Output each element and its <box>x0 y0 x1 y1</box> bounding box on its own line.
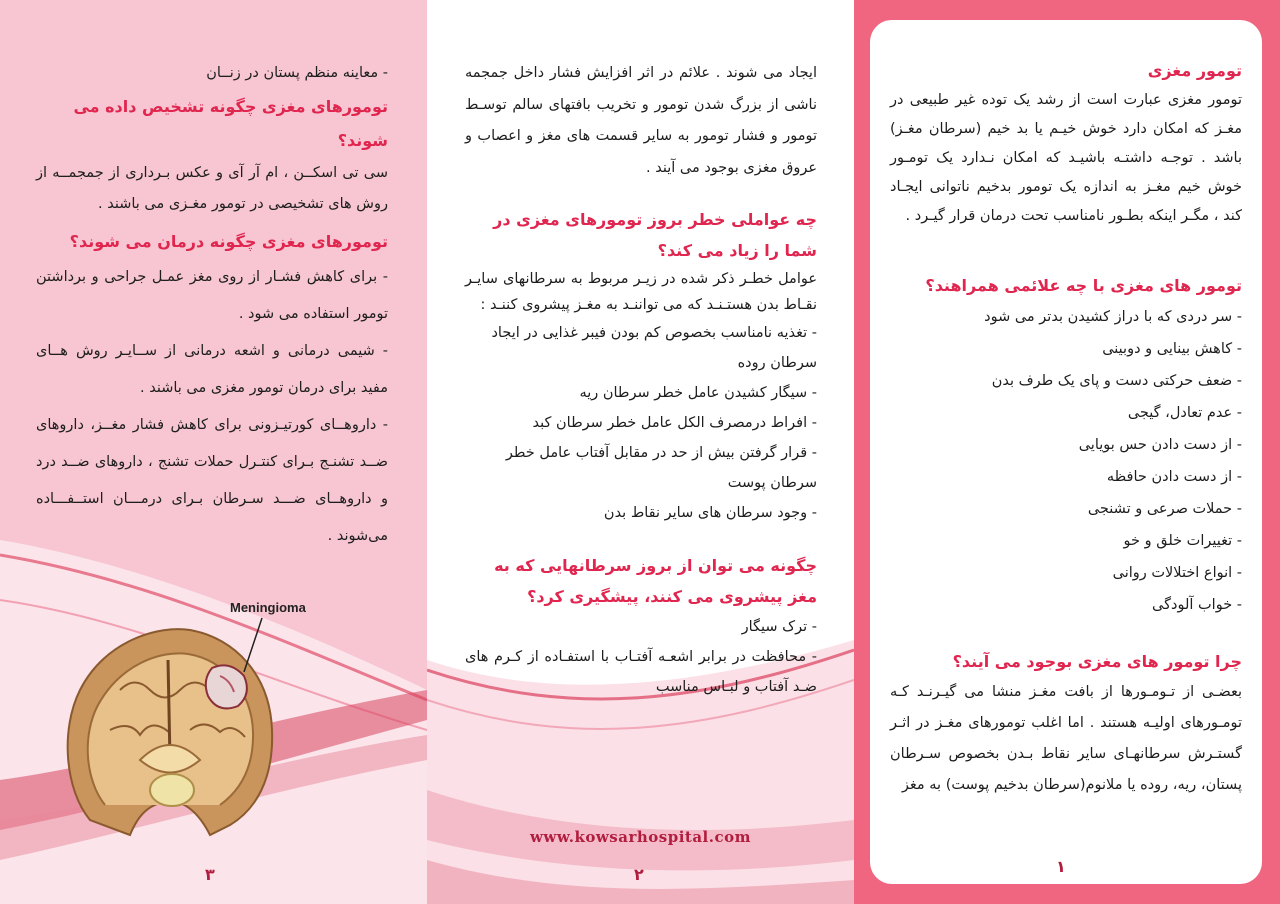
risk-item: - قرار گرفتن بیش از حد در مقابل آفتاب عامل خطر سرطان پوست <box>505 445 817 491</box>
page-number: ١ <box>1056 857 1066 876</box>
symptom-item: - ضعف حرکتی دست و پای یک طرف بدن <box>991 373 1242 389</box>
prevention-item: - محافظت در برابر اشعـه آفتـاب با استفـاده از کـرم های ضـد آفتاب و لبـاس مناسب <box>465 649 817 695</box>
treatment-item: - شیمی درمانی و اشعه درمانی از ســایـر روش هــای مفید برای درمان تومور مغزی می باشند . <box>36 342 388 396</box>
diagnosis-heading: تومورهای مغزی چگونه تشخیص داده می شوند؟ <box>73 96 388 150</box>
symptom-item: - از دست دادن حافظه <box>1106 469 1242 485</box>
website-link[interactable]: www.kowsarhospital.com <box>530 828 751 846</box>
diagnosis-body: سی تی اسکــن ، ام آر آی و عکس بـرداری از جمجمــه از روش های تشخیصی در تومور مغـزی می باشند . <box>36 164 388 212</box>
panel2-text <box>465 58 817 702</box>
symptom-item: - از دست دادن حس بویایی <box>1078 437 1242 453</box>
risk-factors-intro: عوامل خطـر ذکر شده در زیـر مربوط به سرطانهای سایـر نقـاط بدن هستـنـد که می تواننـد به مغـز پیشروی کننـد : <box>465 271 817 313</box>
cause-heading: چرا تومور های مغزی بوجود می آیند؟ <box>952 652 1242 671</box>
panel-page-2 <box>427 0 854 904</box>
symptom-item: - عدم تعادل، گیجی <box>1127 405 1242 421</box>
page-number: ٣ <box>205 865 215 884</box>
symptom-item: - خواب آلودگی <box>1152 597 1242 613</box>
risk-item: - سیگار کشیدن عامل خطر سرطان ریه <box>579 385 817 401</box>
screening-item: - معاینه منظم پستان در زنــان <box>206 65 388 81</box>
risk-factors-heading: چه عواملی خطر بروز تومورهای مغزی در شما را زیاد می کند؟ <box>493 210 817 260</box>
definition-paragraph: تومور مغزی عبارت است از رشد یک توده غیر طبیعی در مغـز که امکان دارد خوش خیـم یا بد خیم (سرطان مغـز) باشد . توجـه داشتـه باشیـد که امکان نـدارد یک تومـور خوش خیم مغـز به اندازه یک تومور بدخیم ناتوانی ایجـاد کند ، مگـر اینکه بطـور نامناسب تحت درمان قرار گیـرد . <box>890 92 1242 224</box>
page-title: تومور مغزی <box>1147 61 1242 80</box>
label-leader-line <box>0 0 427 904</box>
treatment-item: - برای کاهش فشـار از روی مغز عمـل جراحی و برداشتن تومور استفاده می شود . <box>36 268 388 322</box>
symptoms-heading: تومور های مغزی با چه علائمی همراهند؟ <box>925 276 1242 295</box>
page-number: ٢ <box>634 865 644 884</box>
risk-item: - تغذیه نامناسب بخصوص کم بودن فیبر غذایی در ایجاد سرطان روده <box>491 325 817 371</box>
panel1-text <box>890 56 1242 801</box>
prevention-item: - ترک سیگار <box>741 619 817 635</box>
panel-page-3 <box>0 0 427 904</box>
symptom-item: - حملات صرعی و تشنجی <box>1087 501 1242 517</box>
symptom-item: - سر دردی که با دراز کشیدن بدتر می شود <box>984 309 1242 325</box>
content-card <box>870 20 1262 884</box>
symptom-item: - کاهش بینایی و دوبینی <box>1102 341 1242 357</box>
symptom-item: - تغییرات خلق و خو <box>1123 533 1242 549</box>
risk-item: - افراط درمصرف الکل عامل خطر سرطان کبد <box>532 415 817 431</box>
meningioma-label: Meningioma <box>230 600 306 615</box>
symptoms-cause-paragraph: ایجاد می شوند . علائم در اثر افزایش فشار داخل جمجمه ناشی از بزرگ شدن تومور و تخریب بافتهای سالم توسـط تومور و فشار تومور به سایر قسمت های مغز و اعصاب و عروق مغزی بوجود می آیند . <box>465 65 817 176</box>
prevention-heading: چگونه می توان از بروز سرطانهایی که به مغز پیشروی می کنند، پیشگیری کرد؟ <box>494 556 817 606</box>
treatment-heading: تومورهای مغزی چگونه درمان می شوند؟ <box>69 231 388 251</box>
panel-page-1 <box>854 0 1280 904</box>
symptom-item: - انواع اختلالات روانی <box>1112 565 1242 581</box>
treatment-item: - داروهــای کورتیـزونی برای کاهش فشار مغــز، داروهای ضــد تشنـج بـرای کنتـرل حملات تشنج ، داروهای ضــد درد و داروهــای ضـــد سـرطان بـرای درمـــان استــفـــاده می‌شوند . <box>36 416 388 544</box>
cause-paragraph: بعضـی از تـومـورها از بافت مغـز منشا می گیـرنـد کـه تومـورهای اولیـه هستند . اما اغلب تومورهای مغـز در اثـر گستـرش سرطانهـای سایر نقاط بـدن بخصوص سـرطان پستان، ریه، روده یا ملانوم(سرطان بدخیم پوست) به مغز <box>890 684 1242 793</box>
risk-item: - وجود سرطان های سایر نقاط بدن <box>603 505 817 521</box>
